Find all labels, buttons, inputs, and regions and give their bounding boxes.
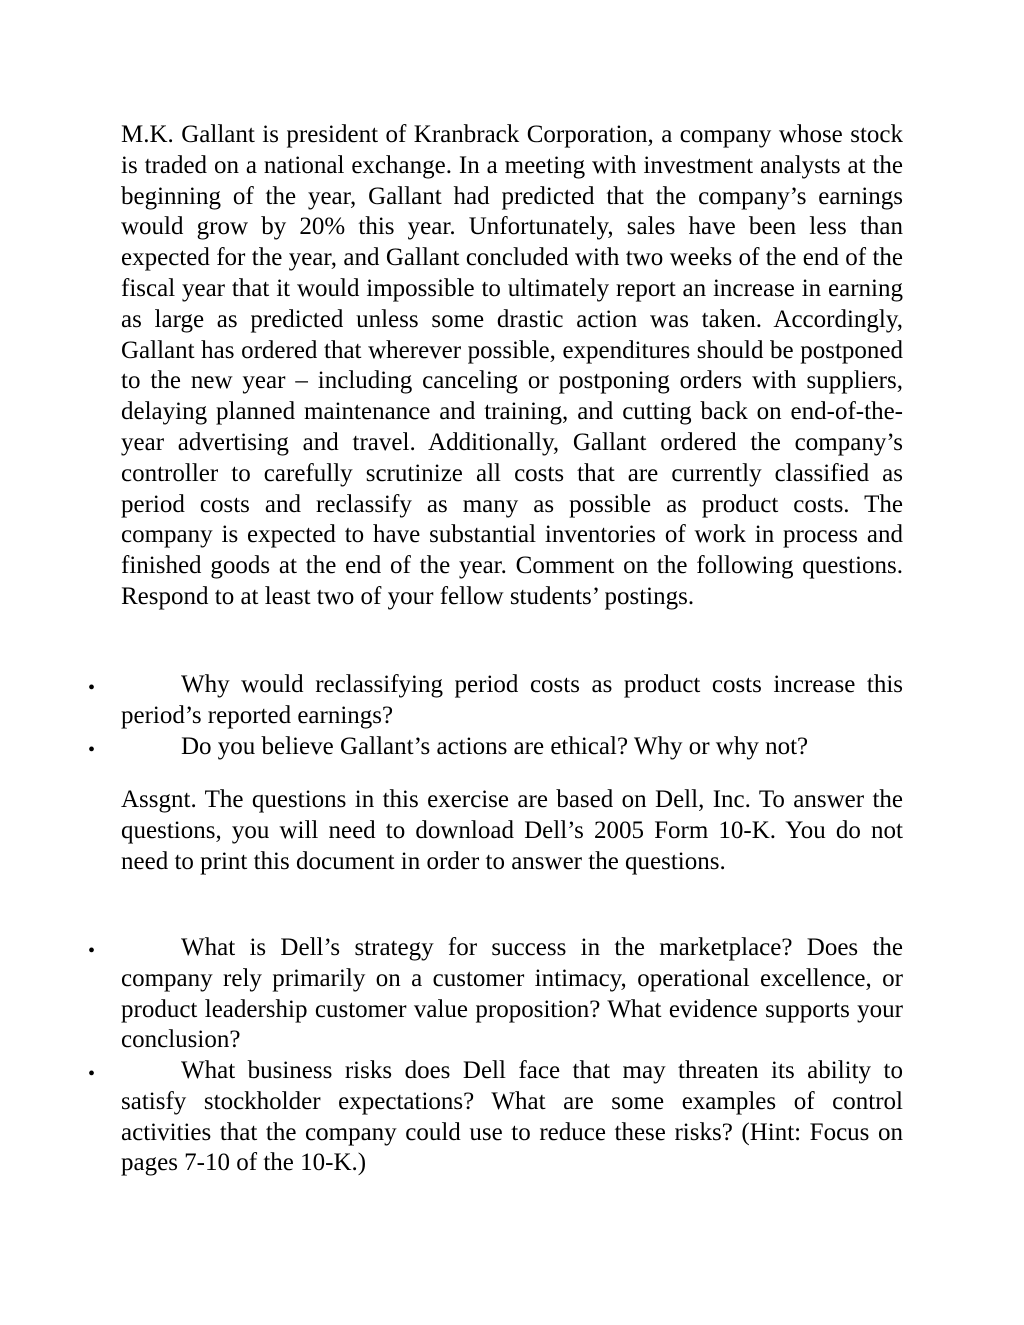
assignment-paragraph: Assgnt. The questions in this exercise are based on Dell, Inc. To answer the questions, you will need to download Dell’s 2005 Form 10-K. You do not need to print this document in order to answer the questions. [121,786,903,875]
bullet-icon: • [88,739,96,761]
question-item: Why would reclassifying period costs as product costs increase this period’s reported earnings? [121,671,903,729]
bullet-icon: • [88,677,96,699]
bullet-icon: • [88,940,96,962]
question-item: Do you believe Gallant’s actions are ethical? Why or why not? [181,733,809,760]
bullet-icon: • [88,1063,96,1085]
question-item: What is Dell’s strategy for success in the marketplace? Does the company rely primarily on a customer intimacy, operational excellence, or product leadership customer value proposition? What evidence supports your conclusion? [121,934,903,1054]
question-item: What business risks does Dell face that may threaten its ability to satisfy stockholder expectations? What are some examples of control activities that the company could use to reduce these risks? (Hint: Focus on pages 7-10 of the 10-K.) [121,1057,903,1177]
intro-paragraph: M.K. Gallant is president of Kranbrack Corporation, a company whose stock is traded on a national exchange. In a meeting with investment analysts at the beginning of the year, Gallant had predicted that the company’s earnings would grow by 20% this year. Unfortunately, sales have been less than expected for the year, and Gallant concluded with two weeks of the end of the fiscal year that it would impossible to ultimately report an increase in earning as large as predicted unless some drastic action was taken. Accordingly, Gallant has ordered that wherever possible, expenditures should be postponed to the new year – including canceling or postponing orders with suppliers, delaying planned maintenance and training, and cutting back on end-of-the-year advertising and travel. Additionally, Gallant ordered the company’s controller to carefully scrutinize all costs that are currently classified as period costs and reclassify as many as possible as product costs. The company is expected to have substantial inventories of work in process and finished goods at the end of the year. Comment on the following questions. Respond to at least two of your fellow students’ postings. [121,121,903,610]
